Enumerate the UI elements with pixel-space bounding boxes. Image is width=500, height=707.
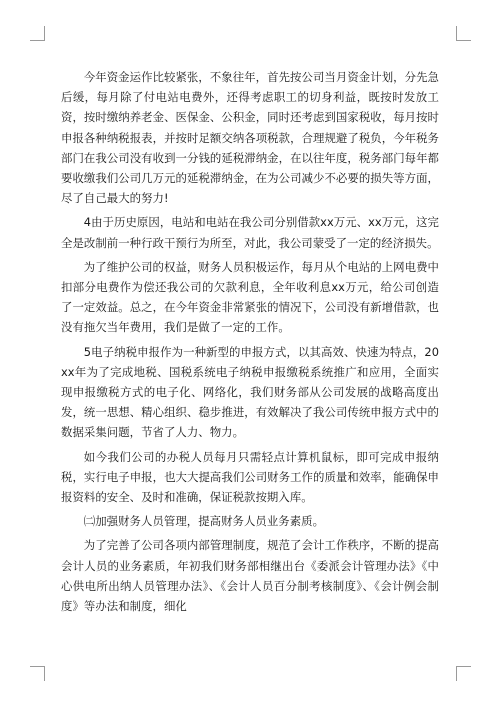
paragraph-interest-recovery: 为了维护公司的权益，财务人员积极运作，每月从个电站的上网电费中扣部分电费作为偿还我公司的欠款利息，全年收利息xx万元，给公司创造了一定效益。总之，在今年资金非常紧张的情况下，公司没有新增借款，也没有拖欠当年费用，我们是做了一定的工作。 xyxy=(61,259,439,335)
paragraph-management-rules: 为了完善了公司各项内部管理制度，规范了会计工作秩序，不断的提高会计人员的业务素质，年初我们财务部相继出台《委派会计管理办法》《中心供电所出纳人员管理办法》、《会计人员百分制考核制度》、《会计例会制度》等办法和制度，细化 xyxy=(61,538,439,614)
crop-mark-top-right xyxy=(456,26,471,41)
crop-mark-bottom-left xyxy=(30,666,45,681)
crop-mark-bottom-right xyxy=(456,666,471,681)
section-heading-staff-management: ㈡加强财务人员管理，提高财务人员业务素质。 xyxy=(83,514,325,529)
paragraph-historical-loans: 4由于历史原因，电站和电站在我公司分别借款xx万元、xx万元，这完全是改制前一种行政干预行为所至，对此，我公司蒙受了一定的经济损失。 xyxy=(61,215,439,250)
paragraph-electronic-filing: 5电子纳税申报作为一种新型的申报方式，以其高效、快速为特点，20xx年为了完成地税、国税系统电子纳税申报缴税系统推广和应用，全面实现申报缴税方式的电子化、网络化，我们财务部从公司发展的战略高度出发，统一思想、精心组织、稳步推进，有效解决了我公司传统申报方式中的数据采集问题，节省了人力、物力。 xyxy=(61,344,439,440)
paragraph-filing-efficiency: 如今我们公司的办税人员每月只需轻点计算机鼠标，即可完成申报纳税，实行电子申报，也大大提高我们公司财务工作的质量和效率，能确保申报资料的安全、及时和准确，保证税款按期入库。 xyxy=(61,449,439,505)
crop-mark-top-left xyxy=(30,26,45,41)
paragraph-fund-operation: 今年资金运作比较紧张，不象往年，首先按公司当月资金计划，分先急后缓，每月除了付电站电费外，还得考虑职工的切身利益，既按时发放工资，按时缴纳养老金、医保金、公积金，同时还考虑到国家税收，每月按时申报各种纳税报表，并按时足额交纳各项税款，合理规避了税负，今年税务部门在我公司没有收到一分钱的延税滞纳金，在以往年度，税务部门每年都要收缴我们公司几万元的延税滞纳金，在为公司减少不必要的损失等方面，尽了自己最大的努力! xyxy=(61,70,439,206)
document-body xyxy=(61,67,439,620)
